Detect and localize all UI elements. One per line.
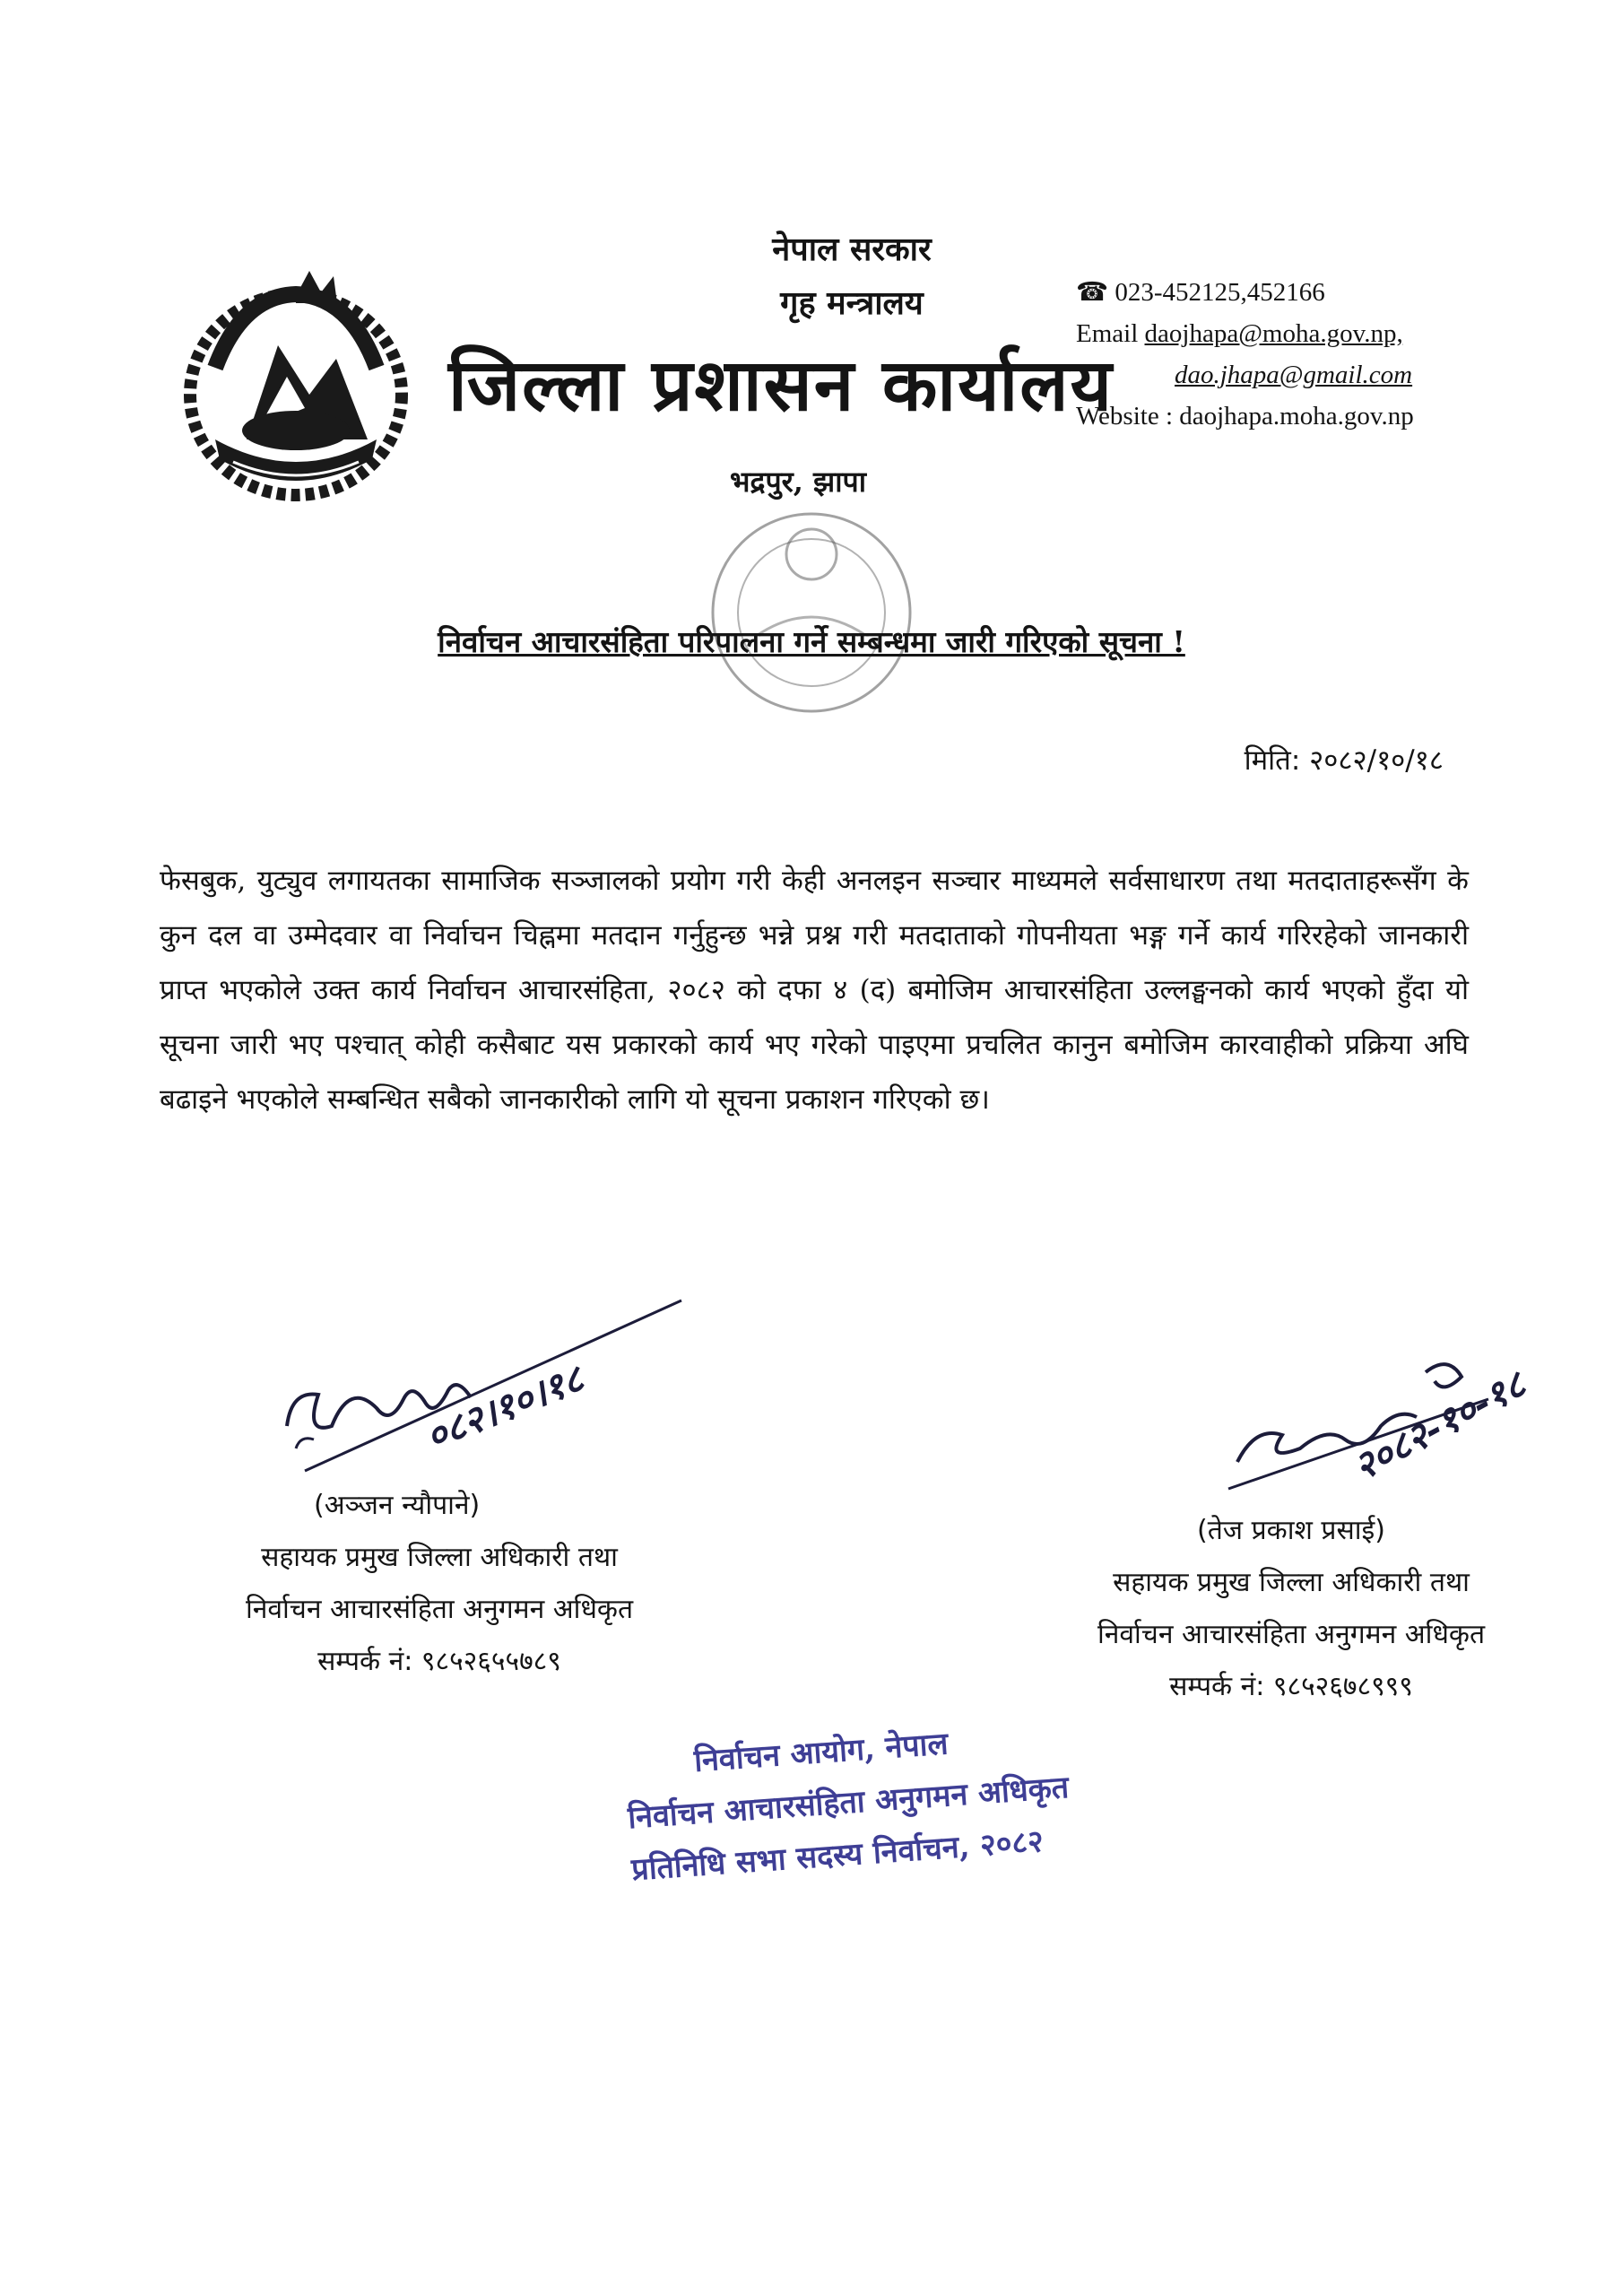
website-contact: Website : daojhapa.moha.gov.np: [1076, 402, 1414, 430]
phone-contact: [1076, 276, 1325, 308]
phone-number: 023-452125,452166: [1115, 278, 1325, 307]
stamp-line-3: प्रतिनिधि सभा सदस्य निर्वाचन, २०८२: [629, 1823, 1045, 1889]
stamp-line-1: निर्वाचन आयोग, नेपाल: [692, 1726, 950, 1779]
notice-date: मिति: २०८२/१०/१८: [1244, 744, 1444, 777]
signatory-right-name: (तेज प्रकाश प्रसाई): [1197, 1515, 1385, 1546]
signature-left-date: ०८२।१०।१८: [419, 1356, 590, 1459]
signatory-right-contact: सम्पर्क नं: ९८५२६७८९९९: [1169, 1671, 1413, 1702]
office-title: जिल्ला प्रशासन कार्यालय: [448, 343, 1114, 427]
signatory-right-designation-1: सहायक प्रमुख जिल्ला अधिकारी तथा: [1113, 1567, 1470, 1598]
signatory-left: [170, 1480, 708, 1688]
signatory-right: [1022, 1505, 1560, 1713]
stamp-line-2: निर्वाचन आचारसंहिता अनुगमन अधिकृत: [626, 1770, 1071, 1837]
signatory-left-designation-1: सहायक प्रमुख जिल्ला अधिकारी तथा: [261, 1542, 618, 1573]
notice-subject: निर्वाचन आचारसंहिता परिपालना गर्ने सम्बन्धमा जारी गरिएको सूचना !: [438, 624, 1185, 659]
election-commission-stamp: [622, 1713, 1071, 1901]
phone-icon: ☎: [1076, 278, 1109, 307]
email-contact: [1076, 319, 1403, 349]
nepal-emblem-logo: [161, 260, 430, 511]
email-label: Email: [1076, 319, 1139, 348]
government-name: नेपाल सरकार: [772, 230, 932, 268]
signatory-left-designation-2: निर्वाचन आचारसंहिता अनुगमन अधिकृत: [245, 1594, 634, 1625]
notice-body: फेसबुक, युट्युव लगायतका सामाजिक सञ्जालको प्रयोग गरी केही अनलइन सञ्चार माध्यमले सर्वसाधारण तथा मतदाताहरूसँग के कुन दल वा उम्मेदवार वा निर्वाचन चिह्नमा मतदान गर्नुहुन्छ भन्ने प्रश्न गरी मतदाताको गोपनीयता भङ्ग गर्ने कार्य गरिरहेको जानकारी प्राप्त भएकोले उक्त कार्य निर्वाचन आचारसंहिता, २०८२ को दफा ४ (द) बमोजिम आचारसंहिता उल्लङ्घनको कार्य भएको हुँदा यो सूचना जारी भए पश्चात् कोही कसैबाट यस प्रकारको कार्य भए गरेको पाइएमा प्रचलित कानुन बमोजिम कारवाहीको प्रक्रिया अघि बढाइने भएकोले सम्बन्धित सबैको जानकारीको लागि यो सूचना प्रकाशन गरिएको छ।: [160, 865, 1469, 1116]
email-link-primary[interactable]: daojhapa@moha.gov.np,: [1144, 319, 1403, 348]
signatory-left-name: (अञ्जन न्यौपाने): [314, 1490, 481, 1521]
email-secondary-text[interactable]: dao.jhapa@gmail.com: [1175, 361, 1413, 389]
office-location: भद्रपुर, झापा: [730, 465, 866, 499]
signatory-left-contact: सम्पर्क नं: ९८५२६५५७८९: [317, 1646, 561, 1677]
ministry-name: गृह मन्त्रालय: [780, 284, 924, 322]
office-round-stamp: [695, 491, 928, 734]
signature-right-date: २०८२-१०-१८: [1346, 1361, 1533, 1490]
signatory-right-designation-2: निर्वाचन आचारसंहिता अनुगमन अधिकृत: [1097, 1619, 1486, 1650]
email-link-secondary[interactable]: [1175, 361, 1412, 390]
